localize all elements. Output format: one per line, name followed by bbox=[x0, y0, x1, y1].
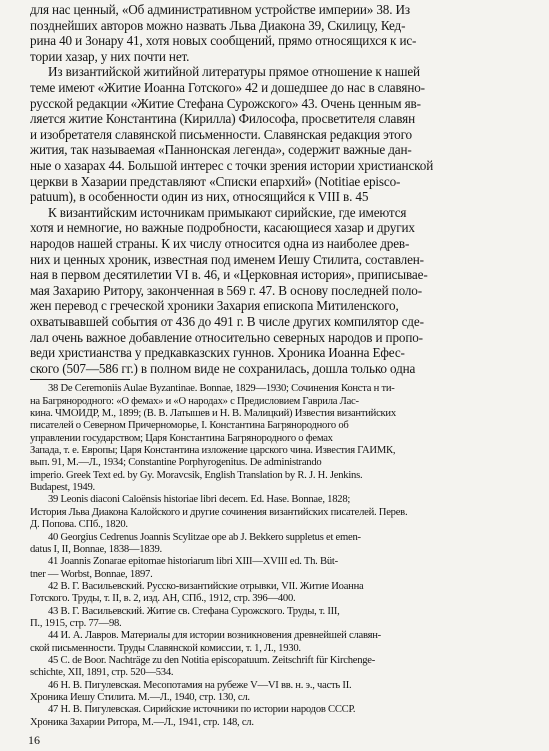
body-line: Из византийской житийной литературы прямое отношение к нашей bbox=[48, 64, 420, 80]
footnote-line: 43 В. Г. Васильевский. Житие св. Стефана Сурожского. Труды, т. III, bbox=[48, 605, 340, 617]
body-line: и изобретателя славянской письменности. Славянская редакция этого bbox=[30, 126, 412, 142]
body-line: рина 40 и Зонару 41, хотя новых сообщений, прямо относящихся к ис- bbox=[30, 33, 417, 49]
footnote-line: 38 De Ceremoniis Aulae Byzantinae. Bonnae, 1829—1930; Сочинения Конста н ти- bbox=[48, 383, 395, 395]
footnote-line: 45 C. de Boor. Nachträge zu den Notitia episcopatuum. Zeitschrift für Kirchenge- bbox=[48, 654, 376, 666]
footnote-line: П., 1915, стр. 77—98. bbox=[30, 617, 122, 629]
page-number: 16 bbox=[28, 733, 40, 747]
footnote-line: Готского. Труды, т. II, в. 2, изд. АН, СПб., 1912, стр. 396—400. bbox=[30, 593, 296, 605]
body-line: позднейших авторов можно назвать Льва Диакона 39, Скилицу, Кед- bbox=[30, 17, 406, 33]
footnote-line: 41 Joannis Zonarae epitomae historiarum libri XIII—XVIII ed. Th. Büt- bbox=[48, 556, 338, 568]
body-line: народов нашей страны. К их числу относится одна из наиболее древ- bbox=[30, 236, 410, 251]
footnote-separator bbox=[30, 379, 130, 380]
body-line: ная в первом десятилетии VI в. 46, и «Церковная история», приписывае- bbox=[30, 267, 428, 283]
footnote-line: История Льва Диакона Калойского и другие сочинения византийских писателей. Перев. bbox=[30, 506, 408, 518]
footnote-line: вып. 91, М.—Л., 1934; Constantine Porphyrogenitus. De administrando bbox=[30, 457, 322, 469]
footnote-line: 39 Leonis diaconi Caloënsis historiae libri decem. Ed. Hase. Bonnae, 1828; bbox=[48, 494, 351, 506]
footnote-line: 42 В. Г. Васильевский. Русско-византийские отрывки, VII. Житие Иоанна bbox=[48, 580, 364, 592]
footnote-line: на Багрянородного: «О фемах» и «О народах» с Предисловием Гаврила Лас- bbox=[30, 395, 359, 407]
footnote-line: писателей о Северном Причерноморье, I. Константина Багрянородного об bbox=[30, 420, 349, 432]
footnote-line: schichte, XII, 1891, стр. 520—534. bbox=[30, 667, 174, 679]
body-line: для нас ценный, «Об административном устройстве империи» 38. Из bbox=[30, 2, 410, 17]
body-line: хотя и немногие, но важные подробности, касающиеся хазар и других bbox=[30, 220, 415, 236]
body-line: ные о хазарах 44. Большой интерес с точки зрения истории христианской bbox=[30, 158, 434, 173]
body-line: patuum), в особенности один из них, относящийся к VIII в. 45 bbox=[30, 189, 369, 205]
body-line: охватывавшей события от 436 до 491 г. В числе других компилятор сде- bbox=[30, 314, 424, 329]
footnote-line: datus I, II, Bonnae, 1838—1839. bbox=[30, 543, 162, 555]
body-line: них и ценных хроник, известная под именем Иешу Стилита, составлен- bbox=[30, 251, 424, 267]
footnote-line: 44 И. А. Лавров. Материалы для истории возникновения древнейшей славян- bbox=[48, 630, 381, 642]
body-line: веди христианства у предкавказских гуннов. Хроника Иоанна Ефес- bbox=[30, 345, 405, 361]
footnote-line: 47 Н. В. Пигулевская. Сирийские источники по истории народов СССР. bbox=[48, 704, 356, 716]
body-line: жития, так называемая «Паннонская легенда», содержит важные дан- bbox=[30, 142, 412, 158]
footnote-line: Д. Попова. СПб., 1820. bbox=[30, 519, 128, 531]
footnote-line: Budapest, 1949. bbox=[30, 482, 95, 494]
body-line: мая Захарию Ритору, законченная в 569 г. 47. В основу последней поло- bbox=[30, 282, 422, 298]
footnote-line: управлении государством; Царя Константина Багрянородного о фемах bbox=[30, 432, 333, 444]
footnote-line: imperio. Greek Text ed. by Gy. Moravcsik, English Translation by R. J. H. Jenkins. bbox=[30, 469, 363, 481]
body-line: ляется житие Константина (Кирилла) Философа, просветителя славян bbox=[30, 111, 415, 127]
body-line: К византийским источникам примыкают сирийские, где имеются bbox=[48, 204, 407, 220]
body-line: ского (507—586 гг.) в полном виде не сохранилась, дошла только одна bbox=[30, 360, 416, 376]
footnote-line: ской письменности. Труды Славянской комиссии, т. 1, Л., 1930. bbox=[30, 642, 301, 654]
body-line: жен перевод с греческой хроники Захария епископа Митиленского, bbox=[30, 298, 399, 314]
footnote-line: Хроника Захарии Ритора, М.—Л., 1941, стр. 148, сл. bbox=[30, 716, 254, 728]
footnote-line: Хроника Иешу Стилита. М.—Л., 1940, стр. 130, сл. bbox=[30, 691, 250, 703]
footnote-line: 46 Н. В. Пигулевская. Месопотамия на рубеже V—VI вв. н. э., часть II. bbox=[48, 679, 352, 691]
body-line: лал очень важное добавление относительно северных народов и пропо- bbox=[30, 329, 423, 345]
body-line: русской редакции «Житие Стефана Сурожского» 43. Очень ценным яв- bbox=[30, 95, 421, 111]
body-line: тории хазар, у них почти нет. bbox=[30, 48, 190, 64]
body-line: церкви в Хазарии представляют «Списки епархий» (Notitiae episco- bbox=[30, 173, 401, 189]
footnote-line: кина. ЧМОИДР, М., 1899; (В. В. Латышев и Н. В. Малицкий) Известия византийских bbox=[30, 408, 396, 420]
footnote-line: 40 Georgius Cedrenus Joannis Scylitzae ope ab J. Bekkero suppletus et emen- bbox=[48, 531, 361, 543]
footnote-line: tner — Worbst, Bonnae, 1897. bbox=[30, 568, 153, 580]
footnote-line: Запада, т. е. Европы; Царя Константина изложение царского чина. Известия ГАИМК, bbox=[30, 445, 396, 457]
body-line: теме имеют «Житие Иоанна Готского» 42 и дошедшее до нас в славяно- bbox=[30, 80, 425, 95]
